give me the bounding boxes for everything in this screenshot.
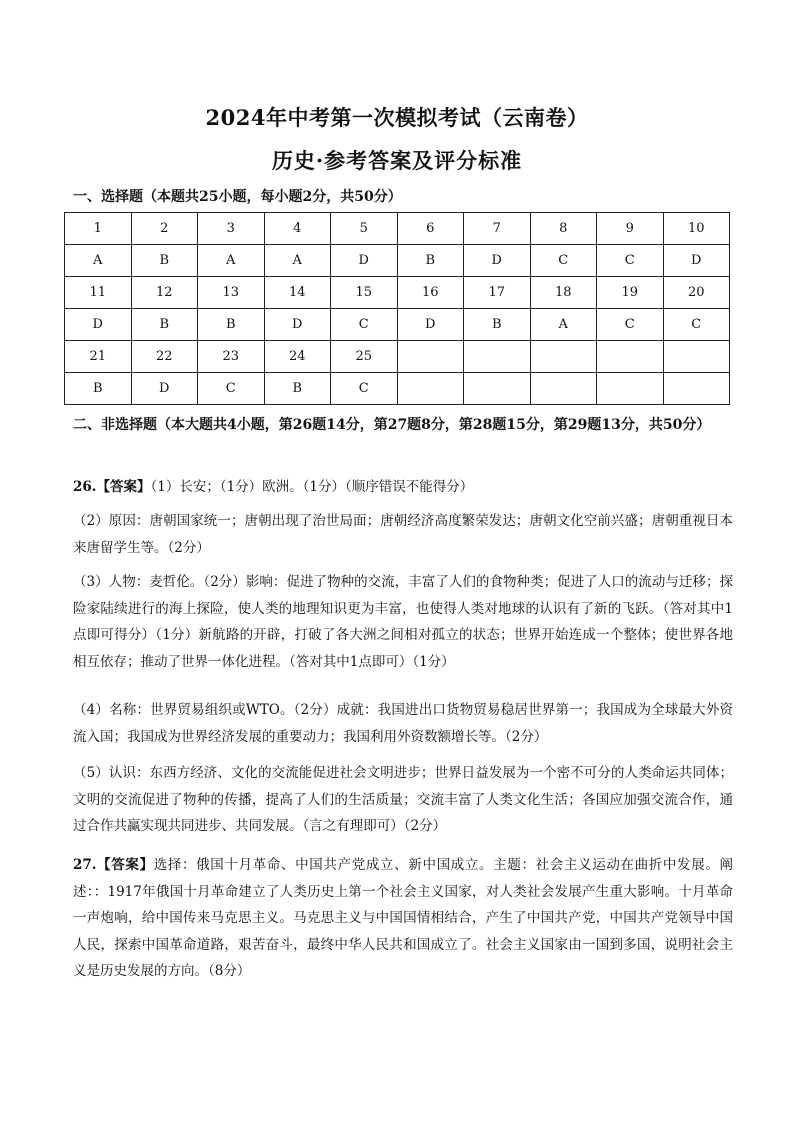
answer-cell: D — [397, 309, 464, 341]
answer-cell: C — [198, 373, 265, 405]
question-number-cell: 12 — [131, 277, 198, 309]
question-number-cell — [597, 341, 664, 373]
answer-cell: B — [198, 309, 265, 341]
question-number-row — [65, 213, 730, 245]
question-number-cell: 14 — [264, 277, 331, 309]
q27-answer — [73, 852, 733, 985]
q26-part5: （5）认识：东西方经济、文化的交流能促进社会文明进步；世界日益发展为一个密不可分的人类命运共同体；文明的交流促进了物种的传播，提高了人们的生活质量；交流丰富了人类文化生活；各国应加强交流合作，通过合作共赢实现共同进步、共同发展。（言之有理即可）（2分） — [73, 765, 733, 834]
question-number-cell — [397, 341, 464, 373]
q27-text: 选择：俄国十月革命、中国共产党成立、新中国成立。主题：社会主义运动在曲折中发展。阐述：：1917年俄国十月革命建立了人类历史上第一个社会主义国家，对人类社会发展产生重大影响。十月革命一声炮响，给中国传来马克思主义。马克思主义与中国国情相结合，产生了中国共产党，中国共产党领导中国人民，探索中国革命道路，艰苦奋斗，最终中华人民共和国成立了。社会主义国家由一国到多国，说明社会主义是历史发展的方向。（8分） — [73, 857, 733, 979]
answer-cell: B — [264, 373, 331, 405]
question-number-cell: 23 — [198, 341, 265, 373]
section1-heading: 一、选择题（本题共25小题，每小题2分，共50分） — [73, 189, 402, 205]
answer-cell: A — [198, 245, 265, 277]
question-number-cell: 15 — [331, 277, 398, 309]
question-number-cell — [530, 341, 597, 373]
answer-cell: D — [131, 373, 198, 405]
question-number-cell: 1 — [65, 213, 132, 245]
answer-cell: C — [597, 309, 664, 341]
question-number-cell: 22 — [131, 341, 198, 373]
answer-cell: B — [131, 245, 198, 277]
answer-cell — [464, 373, 531, 405]
question-number-cell: 25 — [331, 341, 398, 373]
q26-part4: （4）名称：世界贸易组织或WTO。（2分）成就：我国进出口货物贸易稳居世界第一；我国成为全球最大外资流入国；我国成为世界经济发展的重要动力；我国利用外资数额增长等。（2分） — [73, 702, 733, 745]
question-number-cell: 4 — [264, 213, 331, 245]
answer-cell: D — [663, 245, 730, 277]
answer-cell: B — [131, 309, 198, 341]
answer-row — [65, 373, 730, 405]
question-number-cell: 18 — [530, 277, 597, 309]
question-number-cell: 17 — [464, 277, 531, 309]
answer-cell: D — [65, 309, 132, 341]
answer-cell — [597, 373, 664, 405]
answer-cell — [530, 373, 597, 405]
question-number-cell: 20 — [663, 277, 730, 309]
section2-heading: 二、非选择题（本大题共4小题，第26题14分，第27题8分，第28题15分，第29题13分，共50分） — [73, 417, 711, 433]
answer-cell: A — [264, 245, 331, 277]
question-number-cell: 7 — [464, 213, 531, 245]
document-subtitle: 历史·参考答案及评分标准 — [271, 148, 523, 173]
q26-line1 — [73, 474, 733, 501]
answer-cell: C — [331, 309, 398, 341]
answer-cell: B — [397, 245, 464, 277]
question-number-cell: 9 — [597, 213, 664, 245]
question-number-row — [65, 341, 730, 373]
question-number-cell: 10 — [663, 213, 730, 245]
answer-row — [65, 309, 730, 341]
answer-cell: C — [331, 373, 398, 405]
question-number-cell: 2 — [131, 213, 198, 245]
document-title: 2024年中考第一次模拟考试（云南卷） — [205, 105, 589, 130]
answer-cell — [397, 373, 464, 405]
question-number-cell — [464, 341, 531, 373]
answer-cell: C — [663, 309, 730, 341]
answer-cell: B — [65, 373, 132, 405]
q26-answer-label: 26.【答案】 — [73, 479, 151, 495]
answer-cell: C — [530, 245, 597, 277]
question-number-cell: 5 — [331, 213, 398, 245]
question-number-cell: 16 — [397, 277, 464, 309]
answer-cell: D — [264, 309, 331, 341]
answer-cell: D — [464, 245, 531, 277]
question-number-row — [65, 277, 730, 309]
answer-table — [64, 212, 730, 405]
question-number-cell: 3 — [198, 213, 265, 245]
answer-cell: B — [464, 309, 531, 341]
answer-cell: A — [530, 309, 597, 341]
answer-cell: A — [65, 245, 132, 277]
question-number-cell — [663, 341, 730, 373]
answer-row — [65, 245, 730, 277]
question-number-cell: 21 — [65, 341, 132, 373]
answer-cell — [663, 373, 730, 405]
q27-answer-label: 27.【答案】 — [73, 857, 154, 873]
question-number-cell: 13 — [198, 277, 265, 309]
question-number-cell: 6 — [397, 213, 464, 245]
answer-cell: D — [331, 245, 398, 277]
question-number-cell: 11 — [65, 277, 132, 309]
answer-cell: C — [597, 245, 664, 277]
q26-part2: （2）原因：唐朝国家统一；唐朝出现了治世局面；唐朝经济高度繁荣发达；唐朝文化空前兴盛；唐朝重视日本来唐留学生等。（2分） — [73, 513, 733, 556]
q26-part1: （1）长安；（1分）欧洲。（1分）（顺序错误不能得分） — [150, 479, 474, 495]
question-number-cell: 24 — [264, 341, 331, 373]
question-number-cell: 8 — [530, 213, 597, 245]
question-number-cell: 19 — [597, 277, 664, 309]
q26-part3: （3）人物：麦哲伦。（2分）影响：促进了物种的交流，丰富了人们的食物种类；促进了人口的流动与迁移；探险家陆续进行的海上探险，使人类的地理知识更为丰富，也使得人类对地球的认识有了新的飞跃。（答对其中1点即可得分）（1分）新航路的开辟，打破了各大洲之间相对孤立的状态；世界开始连成一个整体；使世界各地相互依存；推动了世界一体化进程。（答对其中1点即可）（1分） — [73, 574, 733, 670]
